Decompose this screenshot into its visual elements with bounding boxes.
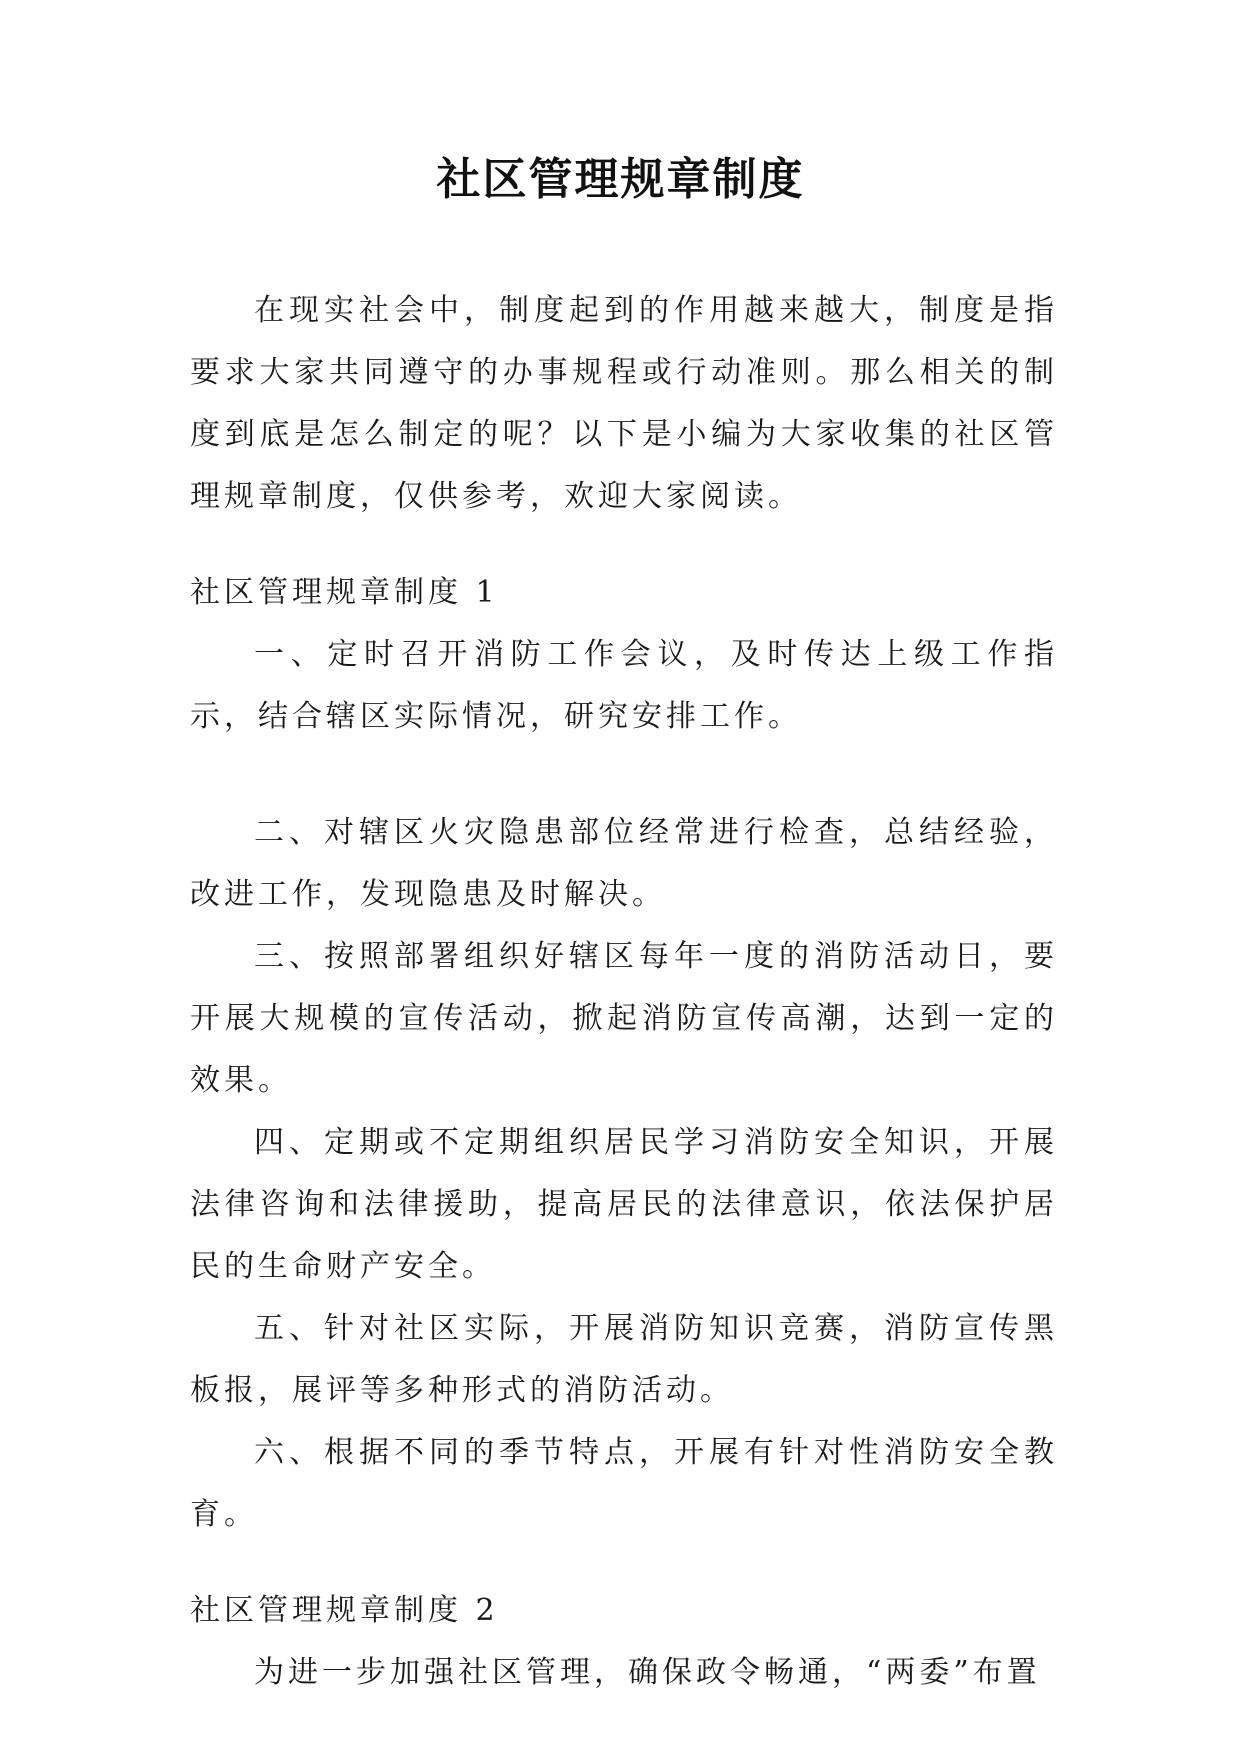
section-1-item-6: 六、根据不同的季节特点，开展有针对性消防安全教育。 bbox=[190, 1435, 1058, 1532]
section-spacer bbox=[190, 1546, 1058, 1580]
section-1-item-3: 三、按照部署组织好辖区每年一度的消防活动日，要开展大规模的宣传活动，掀起消防宣传高潮，达到一定的效果。 bbox=[190, 939, 1058, 1098]
section-2-intro: 为进一步加强社区管理，确保政令畅通，“两委”布置 bbox=[254, 1655, 1041, 1690]
section-1-item-1: 一、定时召开消防工作会议，及时传达上级工作指示，结合辖区实际情况，研究安排工作。 bbox=[190, 637, 1058, 734]
section-1-item-2: 二、对辖区火灾隐患部位经常进行检查，总结经验，改进工作，发现隐患及时解决。 bbox=[190, 815, 1058, 912]
section-2-heading: 社区管理规章制度 2 bbox=[190, 1593, 499, 1628]
section-1-item-4: 四、定期或不定期组织居民学习消防安全知识，开展法律咨询和法律援助，提高居民的法律意识，依法保护居民的生命财产安全。 bbox=[190, 1125, 1058, 1284]
document-title: 社区管理规章制度 bbox=[436, 154, 805, 205]
intro-paragraph: 在现实社会中，制度起到的作用越来越大，制度是指要求大家共同遵守的办事规程或行动准则。那么相关的制度到底是怎么制定的呢？以下是小编为大家收集的社区管理规章制度，仅供参考，欢迎大家阅读。 bbox=[190, 293, 1058, 514]
section-1-item-5: 五、针对社区实际，开展消防知识竞赛，消防宣传黑板报，展评等多种形式的消防活动。 bbox=[190, 1311, 1058, 1408]
document-body bbox=[190, 280, 1058, 1704]
section-1-heading: 社区管理规章制度 1 bbox=[190, 575, 499, 610]
paragraph-spacer bbox=[190, 748, 1058, 802]
